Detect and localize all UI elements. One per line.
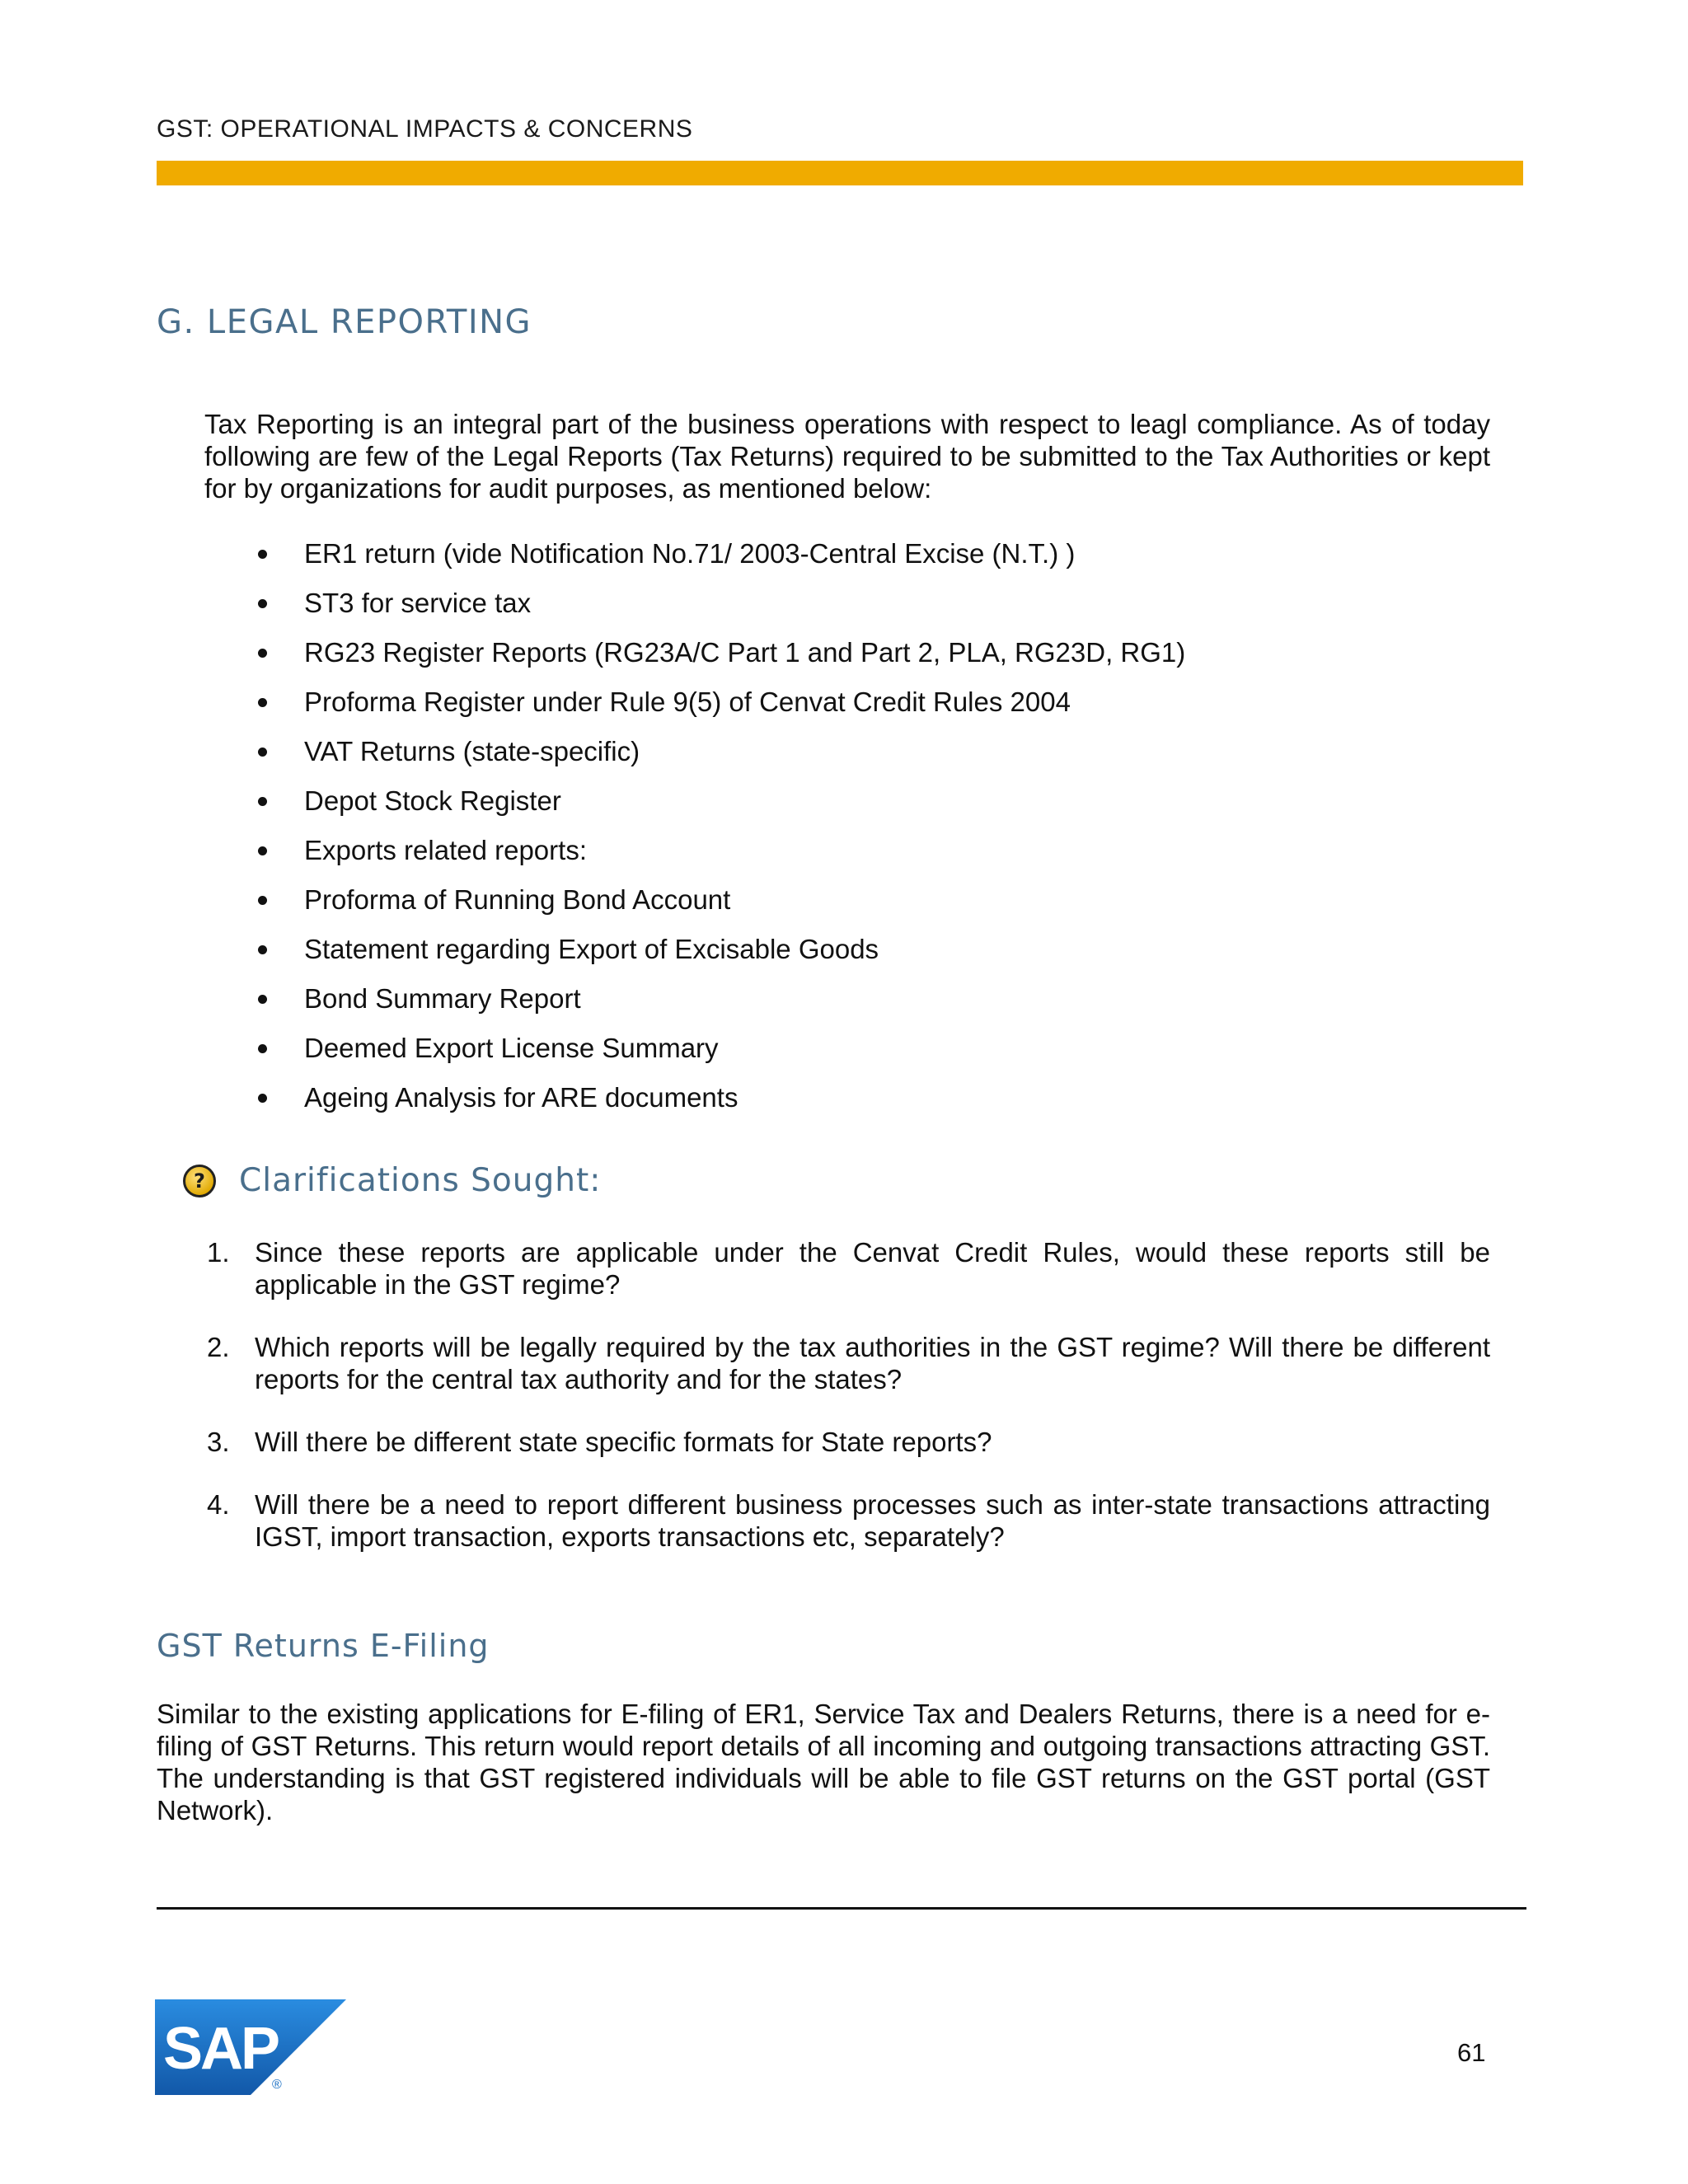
list-item <box>204 1426 1490 1458</box>
list-item <box>247 733 1185 783</box>
list-item-text: Depot Stock Register <box>304 785 561 816</box>
registered-mark: ® <box>272 2078 282 2092</box>
question-icon: ? <box>183 1165 216 1197</box>
list-item-text: Deemed Export License Summary <box>304 1033 719 1063</box>
section-title: G. LEGAL REPORTING <box>157 303 532 341</box>
list-item <box>247 882 1185 931</box>
efiling-paragraph: Similar to the existing applications for E-filing of ER1, Service Tax and Dealers Returns, there is a need for e-filing of GST Returns. This return would report details of all incoming and outgoing transactions attracting GST. The understanding is that GST registered individuals will be able to file GST returns on the GST portal (GST Network). <box>157 1699 1490 1825</box>
list-item-text: RG23 Register Reports (RG23A/C Part 1 and Part 2, PLA, RG23D, RG1) <box>304 637 1186 668</box>
intro-paragraph: Tax Reporting is an integral part of the business operations with respect to leagl compliance. As of today following are few of the Legal Reports (Tax Returns) required to be submitted to the Tax Authorities or kept for by organizations for audit purposes, as mentioned below: <box>204 409 1490 504</box>
list-item <box>247 536 1185 585</box>
list-item <box>204 1331 1490 1395</box>
list-item-number: 4. <box>207 1489 230 1520</box>
list-item-text: Will there be different state specific formats for State reports? <box>255 1427 992 1457</box>
list-item <box>204 1488 1490 1553</box>
bullet-icon <box>258 550 267 559</box>
bullet-icon <box>258 846 267 855</box>
list-item-text: Proforma of Running Bond Account <box>304 884 731 915</box>
list-item-text: ST3 for service tax <box>304 588 532 618</box>
list-item <box>247 585 1185 635</box>
list-item-text: Ageing Analysis for ARE documents <box>304 1082 738 1113</box>
list-item-text: Which reports will be legally required by the tax authorities in the GST regime? Will there be different reports for the central tax authority and for the states? <box>255 1332 1490 1394</box>
bullet-icon <box>258 649 267 658</box>
list-item-text: Bond Summary Report <box>304 983 581 1014</box>
list-item <box>247 684 1185 733</box>
list-item-text: Exports related reports: <box>304 835 587 865</box>
bullet-icon <box>258 748 267 757</box>
list-item-text: Since these reports are applicable under the Cenvat Credit Rules, would these reports still be applicable in the GST regime? <box>255 1237 1490 1300</box>
bullet-icon <box>258 995 267 1004</box>
bullet-icon <box>258 797 267 806</box>
bullet-icon <box>258 945 267 954</box>
list-item <box>247 1030 1185 1080</box>
running-header-title: GST: OPERATIONAL IMPACTS & CONCERNS <box>157 115 693 143</box>
bullet-icon <box>258 599 267 608</box>
reports-list <box>247 536 1185 1129</box>
list-item-text: Statement regarding Export of Excisable Goods <box>304 934 879 964</box>
bullet-icon <box>258 896 267 905</box>
list-item-number: 3. <box>207 1427 230 1457</box>
page-number: 61 <box>1457 2038 1486 2067</box>
list-item-number: 2. <box>207 1332 230 1362</box>
list-item <box>247 783 1185 832</box>
list-item-text: Will there be a need to report different business processes such as inter-state transactions attracting IGST, import transaction, exports transactions etc, separately? <box>255 1489 1490 1552</box>
bullet-icon <box>258 1094 267 1103</box>
list-item <box>247 832 1185 882</box>
clarifications-list <box>204 1236 1490 1583</box>
clarifications-title: Clarifications Sought: <box>239 1162 602 1199</box>
header-accent-bar <box>157 161 1523 185</box>
clarifications-heading <box>183 1162 601 1199</box>
list-item <box>247 1080 1185 1129</box>
list-item <box>247 931 1185 981</box>
sap-logo <box>155 1999 346 2095</box>
bullet-icon <box>258 698 267 707</box>
list-item <box>204 1236 1490 1301</box>
list-item <box>247 635 1185 684</box>
list-item-number: 1. <box>207 1237 230 1268</box>
logo-text: SAP <box>163 2016 279 2082</box>
list-item <box>247 981 1185 1030</box>
list-item-text: Proforma Register under Rule 9(5) of Cenvat Credit Rules 2004 <box>304 687 1071 717</box>
list-item-text: VAT Returns (state-specific) <box>304 736 640 766</box>
footer-divider <box>157 1907 1526 1910</box>
bullet-icon <box>258 1044 267 1053</box>
list-item-text: ER1 return (vide Notification No.71/ 2003-Central Excise (N.T.) ) <box>304 538 1076 569</box>
efiling-title: GST Returns E-Filing <box>157 1628 490 1664</box>
